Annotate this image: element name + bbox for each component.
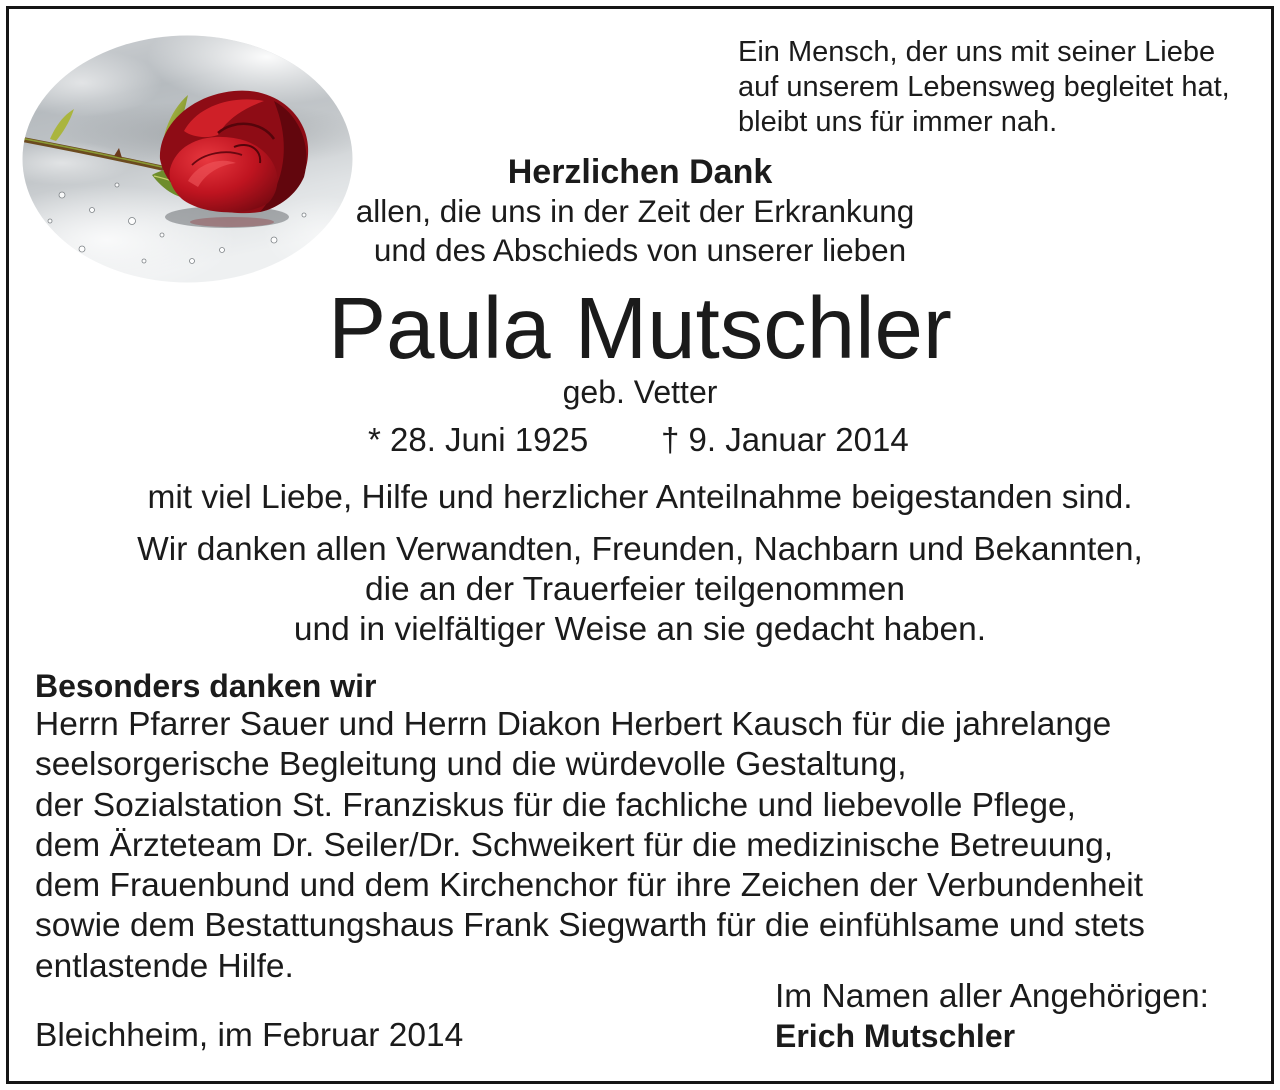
special-thanks-line: seelsorgerische Begleitung und die würdevolle Gestaltung, (35, 746, 907, 784)
motto-line: Ein Mensch, der uns mit seiner Liebe (738, 36, 1216, 68)
special-thanks-line: Herrn Pfarrer Sauer und Herrn Diakon Herbert Kausch für die jahrelange (35, 706, 1112, 743)
thanks-intro-line: und des Abschieds von unserer lieben (373, 232, 907, 268)
deceased-name: Paula Mutschler (328, 280, 952, 377)
special-thanks-heading: Besonders danken wir (35, 668, 377, 704)
thanks-heading: Herzlichen Dank (507, 153, 773, 191)
message-line: die an der Trauerfeier teilgenommen (364, 571, 906, 608)
special-thanks-line: der Sozialstation St. Franziskus für die fachliche und liebevolle Pflege, (35, 786, 1076, 824)
on-behalf-line: Im Namen aller Angehörigen: (775, 978, 1209, 1015)
special-thanks-line: dem Frauenbund und dem Kirchenchor für ihre Zeichen der Verbundenheit (35, 867, 1144, 905)
message-line: mit viel Liebe, Hilfe und herzlicher Anteilnahme beigestanden sind. (147, 479, 1133, 516)
birth-date: * 28. Juni 1925 (368, 421, 589, 458)
special-thanks-paragraph (35, 705, 1145, 987)
place-date: Bleichheim, im Februar 2014 (35, 1017, 464, 1054)
death-date: † 9. Januar 2014 (661, 421, 909, 458)
signature: Erich Mutschler (775, 1018, 1016, 1054)
special-thanks-line: entlastende Hilfe. (35, 947, 294, 985)
motto-line: bleibt uns für immer nah. (738, 106, 1058, 138)
special-thanks-line: sowie dem Bestattungshaus Frank Siegwarth für die einfühlsame und stets (35, 907, 1145, 945)
maiden-name: geb. Vetter (562, 374, 718, 410)
special-thanks-line: dem Ärzteteam Dr. Seiler/Dr. Schweikert für die medizinische Betreuung, (35, 826, 1114, 864)
message-line: und in vielfältiger Weise an sie gedacht haben. (293, 611, 987, 648)
message-line: Wir danken allen Verwandten, Freunden, Nachbarn und Bekannten, (137, 531, 1143, 568)
motto-line: auf unserem Lebensweg begleitet hat, (738, 71, 1230, 103)
thanks-intro-line: allen, die uns in der Zeit der Erkrankung (355, 193, 915, 229)
